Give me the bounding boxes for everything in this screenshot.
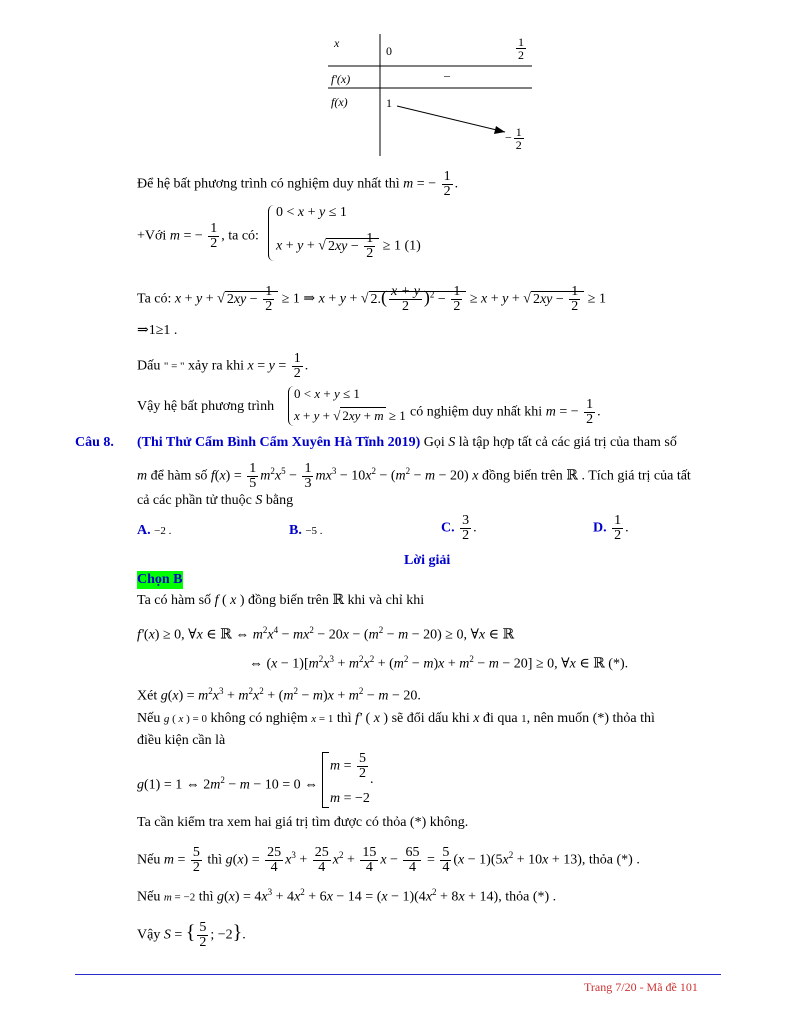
root-1: m = $\frac{5}{2}$ bbox=[330, 751, 367, 781]
solution-line-5: Nếu g ( x ) = 0 không có nghiệm x = 1 thì f' ( x ) sẽ đổi dấu khi x đi qua 1, nên muốn (*) thỏa thì bbox=[137, 711, 655, 726]
question-label: Câu 8. bbox=[75, 435, 114, 450]
table-f-end: − $\frac{1}{2}$ bbox=[505, 125, 522, 152]
bracket-roots bbox=[322, 752, 329, 808]
system-1-row-1: 0 < x + y ≤ 1 bbox=[276, 205, 347, 220]
table-x-label: x bbox=[334, 36, 340, 50]
option-a: A. −2 . bbox=[137, 523, 172, 538]
table-fprime-label: f'(x) bbox=[331, 72, 351, 86]
question-source: (Thi Thử Cẩm Bình Cẩm Xuyên Hà Tĩnh 2019) bbox=[137, 435, 421, 450]
solution-title: Lời giải bbox=[404, 553, 451, 568]
choice-answer: Chọn B bbox=[137, 572, 183, 587]
option-c: C. $\frac{3}{2}$ . bbox=[441, 513, 477, 543]
root-2: m = −2 bbox=[330, 791, 370, 806]
footer-divider bbox=[75, 974, 721, 975]
table-x-end: $\frac{1}{2}$ bbox=[518, 35, 524, 62]
solution-line-3: ⇔ $(x - 1)[m^2x^3 + m^2x^2 + (m^2 - m)x + m^2 - m - 20] \ge 0$, ∀x ∈ ℝ (*). bbox=[249, 654, 629, 672]
table-f-start: 1 bbox=[386, 96, 392, 110]
line-3: Ta có: x + y + √ 2xy − $\frac{1}{2}$ ≥ 1 ⇒ x + y + √ 2.( $\frac{x + y}{2}$ )$^2$ − $\frac{1}{2}$ ≥ x + y + √ 2xy − $\frac{1}{2}$ ≥ 1 bbox=[137, 284, 606, 314]
question-line-1: (Thi Thử Cẩm Bình Cẩm Xuyên Hà Tĩnh 2019) Gọi S là tập hợp tất cả các giá trị của tham số bbox=[137, 435, 677, 450]
system-2-row-1: 0 < x + y ≤ 1 bbox=[294, 386, 360, 401]
footer-page-info: Trang 7/20 - Mã đề 101 bbox=[584, 980, 698, 994]
line-2: +Với m = − $\frac{1}{2}$ , ta có: bbox=[137, 221, 259, 251]
variation-table bbox=[325, 30, 535, 160]
table-x-start: 0 bbox=[386, 44, 392, 58]
solution-line-8: Ta cần kiểm tra xem hai giá trị tìm được có thỏa (*) không. bbox=[137, 815, 469, 830]
option-b: B. −5 . bbox=[289, 523, 323, 538]
solution-line-4: Xét $g(x) = m^2x^3 + m^2x^2 + (m^2 - m)x + m^2 - m - 20$. bbox=[137, 686, 421, 704]
solution-line-9: Nếu m = $\frac{5}{2}$ thì g(x) = $\frac{25}{4}$ $x^3$ + $\frac{25}{4}$ $x^2$ + $\frac{15}{4}$ x − $\frac{65}{4}$ = $\frac{5}{4}$ $(x - 1)(5x^2 + 10x + 13)$, thỏa (*) . bbox=[137, 845, 640, 875]
line-5: Dấu " = " xảy ra khi x = y = $\frac{1}{2}$ . bbox=[137, 351, 309, 381]
solution-line-11: Vậy S = { $\frac{5}{2}$ ; −2}. bbox=[137, 920, 246, 950]
system-1-row-2: x + y + √ 2xy − $\frac{1}{2}$ ≥ 1 (1) bbox=[276, 231, 421, 261]
solution-line-1: Ta có hàm số f ( x ) đồng biến trên ℝ khi và chỉ khi bbox=[137, 593, 425, 608]
table-fprime-sign: – bbox=[444, 68, 450, 82]
solution-line-10: Nếu m = −2 thì $g(x) = 4x^3 + 4x^2 + 6x - 14 = (x - 1)(4x^2 + 8x + 14)$, thỏa (*) . bbox=[137, 887, 557, 905]
question-line-2: m để hàm số f(x) = $\frac{1}{5}$ $m^2x^5$ − $\frac{1}{3}$ $mx^3 - 10x^2 - (m^2 - m - 20)$ x đồng biến trên ℝ . Tích giá trị của tất bbox=[137, 461, 691, 491]
solution-line-6: điều kiện cần là bbox=[137, 733, 226, 748]
table-f-label: f(x) bbox=[331, 95, 348, 109]
line-6-pre: Vậy hệ bất phương trình bbox=[137, 399, 275, 414]
system-2-row-2: x + y + √ 2xy + m ≥ 1 bbox=[294, 408, 406, 423]
decreasing-arrow bbox=[397, 106, 505, 132]
solution-line-7: g(1) = 1 ⇔ $2m^2 - m - 10 = 0$ ⇔ bbox=[137, 775, 319, 793]
option-d: D. $\frac{1}{2}$ . bbox=[593, 513, 629, 543]
line-6-post: có nghiệm duy nhất khi m = − $\frac{1}{2}$ . bbox=[410, 397, 601, 427]
solution-line-2: f'(x) ≥ 0, ∀x ∈ ℝ ⇔ $m^2x^4 - mx^2 - 20x - (m^2 - m - 20) \ge 0$, ∀x ∈ ℝ bbox=[137, 625, 515, 643]
line-1: Để hệ bất phương trình có nghiệm duy nhất thì m = − $\frac{1}{2}$ . bbox=[137, 169, 459, 199]
question-line-3: cả các phần tử thuộc S bằng bbox=[137, 493, 294, 508]
line-4: ⇒1≥1 . bbox=[137, 323, 178, 338]
